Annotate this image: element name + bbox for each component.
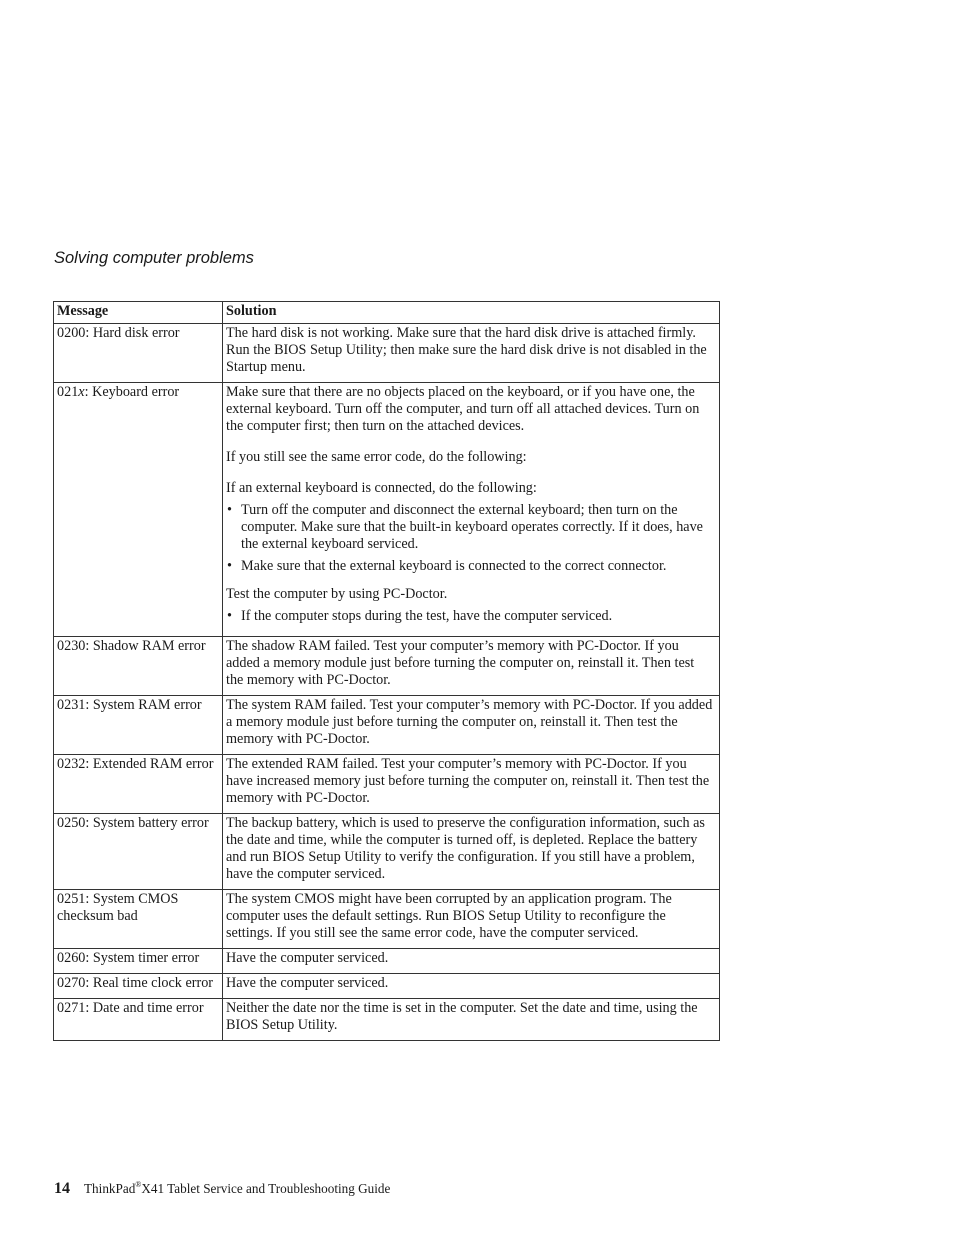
solution-cell	[223, 755, 720, 814]
solution-text: The system CMOS might have been corrupted by an application program. The computer uses the default settings. Run BIOS Setup Utility to reconfigure the settings. If you still see the same error code, have the computer serviced.	[226, 891, 672, 941]
solution-cell	[223, 696, 720, 755]
message-cell: 0232: Extended RAM error	[54, 755, 223, 814]
footer-brand: ThinkPad	[84, 1181, 136, 1196]
solution-text: The shadow RAM failed. Test your computer’s memory with PC-Doctor. If you added a memory module just before turning the computer on, reinstall it. Then test the memory with PC-Doctor.	[226, 638, 695, 688]
message-cell: 0250: System battery error	[54, 814, 223, 890]
bullet-item: • Turn off the computer and disconnect the external keyboard; then turn on the computer. Make sure that the built-in keyboard operates correctly. If it does, have the external keyboard serviced.	[226, 502, 715, 553]
solution-text: Test the computer by using PC-Doctor.	[226, 586, 448, 602]
table-header-row	[54, 302, 720, 324]
message-cell: 0251: System CMOS checksum bad	[54, 890, 223, 949]
page-number: 14	[54, 1180, 70, 1197]
solution-cell	[223, 324, 720, 383]
message-cell: 0260: System timer error	[54, 949, 223, 974]
bullet-item: • Make sure that the external keyboard is connected to the correct connector.	[226, 558, 715, 575]
solution-text: Have the computer serviced.	[226, 950, 389, 966]
bullet-list	[226, 502, 715, 575]
solution-text: The hard disk is not working. Make sure that the hard disk drive is attached firmly. Run the BIOS Setup Utility; then make sure the hard disk drive is not disabled in the Startup menu.	[226, 325, 707, 375]
message-cell: 0230: Shadow RAM error	[54, 637, 223, 696]
solution-cell	[223, 974, 720, 999]
table-row	[54, 755, 720, 814]
message-cell: 0271: Date and time error	[54, 999, 223, 1041]
table-row	[54, 696, 720, 755]
column-header-solution: Solution	[223, 302, 720, 324]
registered-trademark-mark: ®	[135, 1180, 142, 1189]
section-header: Solving computer problems	[54, 249, 254, 267]
message-code-suffix: : Keyboard error	[84, 384, 180, 400]
table-row	[54, 999, 720, 1041]
table-row	[54, 383, 720, 637]
message-cell: 0270: Real time clock error	[54, 974, 223, 999]
solution-cell	[223, 999, 720, 1041]
solution-cell	[223, 383, 720, 637]
solution-text: Make sure that there are no objects placed on the keyboard, or if you have one, the external keyboard. Turn off the computer, and turn off all attached devices. Turn on the computer first; then turn on the attached devices.	[226, 384, 700, 434]
solution-cell	[223, 890, 720, 949]
table-row	[54, 814, 720, 890]
message-cell: 0231: System RAM error	[54, 696, 223, 755]
page-footer	[54, 1180, 390, 1198]
bullet-list	[226, 608, 715, 625]
solution-text: If you still see the same error code, do the following:	[226, 449, 527, 465]
solution-text: The backup battery, which is used to preserve the configuration information, such as the date and time, while the computer is turned off, is depleted. Replace the battery and run BIOS Setup Utility to verify the configuration. If you still have a problem, have the computer serviced.	[226, 815, 705, 882]
message-code-prefix: 021	[57, 384, 79, 400]
message-code-variable: x	[78, 384, 85, 400]
solution-cell	[223, 637, 720, 696]
solution-text: If an external keyboard is connected, do the following:	[226, 480, 537, 496]
table-row	[54, 637, 720, 696]
solution-cell	[223, 949, 720, 974]
column-header-message: Message	[54, 302, 223, 324]
solution-text: The system RAM failed. Test your computer’s memory with PC-Doctor. If you added a memory module just before turning the computer on, reinstall it. Then test the memory with PC-Doctor.	[226, 697, 713, 747]
table-row	[54, 949, 720, 974]
footer-title: X41 Tablet Service and Troubleshooting Guide	[141, 1181, 391, 1196]
solution-text: The extended RAM failed. Test your computer’s memory with PC-Doctor. If you have increased memory just before turning the computer on, reinstall it. Then test the memory with PC-Doctor.	[226, 756, 710, 806]
table-row	[54, 974, 720, 999]
solution-text: Neither the date nor the time is set in the computer. Set the date and time, using the BIOS Setup Utility.	[226, 1000, 698, 1033]
message-cell	[54, 383, 223, 637]
message-cell: 0200: Hard disk error	[54, 324, 223, 383]
solution-text: Have the computer serviced.	[226, 975, 389, 991]
table-row	[54, 890, 720, 949]
solution-cell	[223, 814, 720, 890]
bullet-item: • If the computer stops during the test, have the computer serviced.	[226, 608, 715, 625]
error-message-table	[53, 301, 720, 1041]
table-row	[54, 324, 720, 383]
